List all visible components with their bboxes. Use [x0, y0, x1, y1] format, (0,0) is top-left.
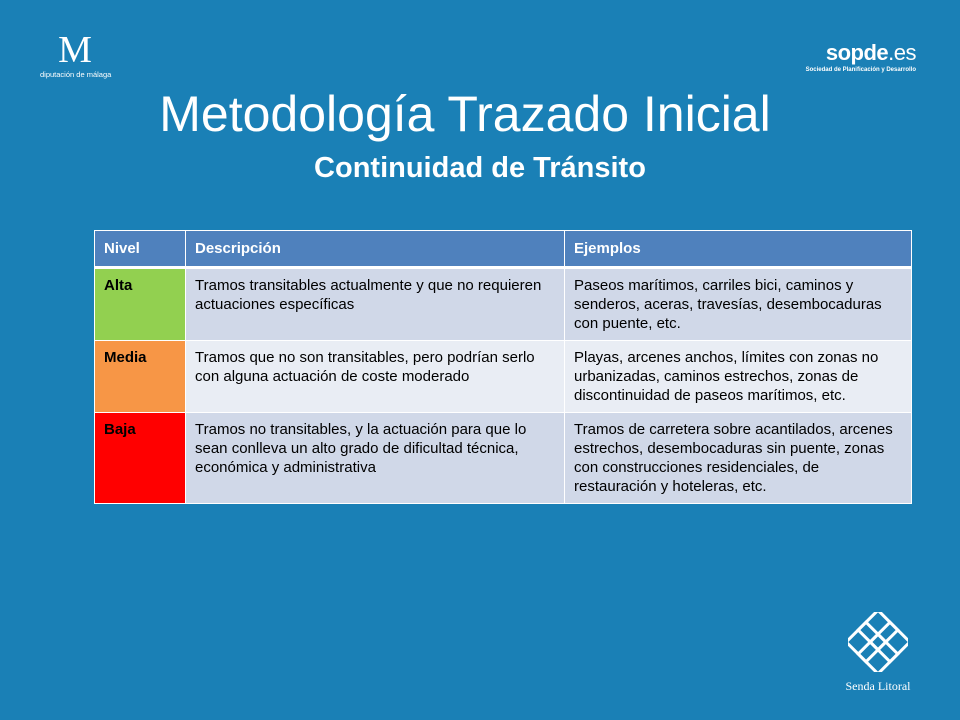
senda-litoral-knot-icon: [848, 612, 908, 672]
diputacion-logo-text: diputación de málaga: [40, 70, 112, 79]
level-cell-baja: Baja: [95, 413, 186, 504]
senda-litoral-caption: Senda Litoral: [845, 679, 911, 693]
table-header-row: [95, 231, 912, 268]
description-cell: Tramos transitables actualmente y que no requieren actuaciones específicas: [186, 268, 565, 341]
sopde-brand-name: sopde: [825, 40, 889, 65]
level-cell-media: Media: [95, 341, 186, 413]
senda-litoral-logo: [838, 612, 918, 694]
sopde-tagline: Sociedad de Planificación y Desarrollo: [805, 67, 916, 73]
table-row: [95, 268, 912, 341]
header-nivel: Nivel: [95, 231, 186, 268]
diputacion-malaga-logo: [40, 29, 112, 79]
examples-cell: Playas, arcenes anchos, límites con zonas no urbanizadas, caminos estrechos, zonas de discontinuidad de paseos marítimos, etc.: [565, 341, 912, 413]
sopde-brand: [806, 40, 916, 66]
slide-subtitle: Continuidad de Tránsito: [314, 152, 646, 184]
sopde-brand-suffix: .es: [888, 40, 916, 65]
table-row: [95, 413, 912, 504]
slide-title: Metodología Trazado Inicial: [159, 86, 771, 142]
description-cell: Tramos no transitables, y la actuación para que lo sean conlleva un alto grado de dificultad técnica, económica y administrativa: [186, 413, 565, 504]
examples-cell: Tramos de carretera sobre acantilados, arcenes estrechos, desembocaduras sin puente, zonas con construcciones residenciales, de restauración y hoteleras, etc.: [565, 413, 912, 504]
header-ejemplos: Ejemplos: [565, 231, 912, 268]
level-cell-alta: Alta: [95, 268, 186, 341]
sopde-logo: [806, 40, 916, 73]
header-descripcion: Descripción: [186, 231, 565, 268]
examples-cell: Paseos marítimos, carriles bici, caminos y senderos, aceras, travesías, desembocaduras con puente, etc.: [565, 268, 912, 341]
table-row: [95, 341, 912, 413]
diputacion-logo-mark: M: [58, 29, 92, 71]
description-cell: Tramos que no son transitables, pero podrían serlo con alguna actuación de coste moderado: [186, 341, 565, 413]
continuity-table: [94, 230, 912, 504]
